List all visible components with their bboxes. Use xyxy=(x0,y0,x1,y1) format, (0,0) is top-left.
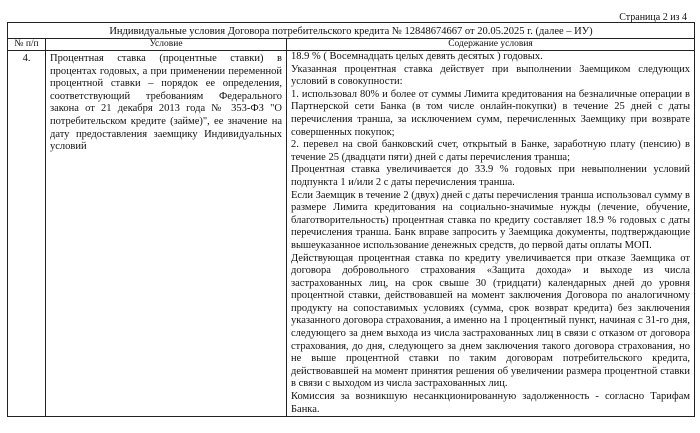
social-needs-note: Если Заемщик в течение 2 (двух) дней с даты перечисления транша использовал сумму в размере Лимита кредитования на социально-значимые нужды (лечение, обучение, благотворительность) процентная ставка по кредиту составляет 18.9 % годовых с даты перечисления транша. Банк вправе запросить у Заемщика документы, подтверждающие вышеуказанное использование денежных средств, до первой даты оплаты МОП. xyxy=(291,189,691,251)
condition-1: 1. использовал 80% и более от суммы Лимита кредитования на безналичные операции в Партнерской сети Банка (в том числе онлайн-покупки) в течение 25 дней с даты перечисления транша, за исключением сумм, перечисленных Заемщику при возврате совершенных покупок; xyxy=(291,88,691,138)
condition-text: Процентная ставка (процентные ставки) в процентах годовых, а при применении переменной процентной ставки – порядок ее определения, соответствующий требованиям Федерального закона от 21 декабря 2013 года № 353-ФЗ "О потребительском кредите (займе)", ее значение на дату предоставления заемщику Индивидуальных условий xyxy=(46,51,287,417)
page-number: Страница 2 из 4 xyxy=(619,12,687,23)
document-title: Индивидуальные условия Договора потребительского кредита № 12848674667 от 20.05.2025 г. (далее – ИУ) xyxy=(8,23,695,39)
row-number: 4. xyxy=(8,51,46,417)
rate-conditions-intro: Указанная процентная ставка действует при выполнении Заемщиком следующих условий в совокупности: xyxy=(291,63,691,88)
table-title-row xyxy=(8,23,695,39)
rate-value: 18.9 % ( Восемнадцать целых девять десятых ) годовых. xyxy=(291,51,543,62)
credit-terms-table xyxy=(7,22,695,417)
condition-2: 2. перевел на свой банковский счет, открытый в Банке, заработную плату (пенсию) в течение 25 (двадцати пяти) дней с даты перечисления транша; xyxy=(291,139,691,163)
content-cell xyxy=(287,51,695,417)
header-condition: Условие xyxy=(46,39,287,51)
commission-note: Комиссия за возникшую несанкционированную задолженность - согласно Тарифам Банка. xyxy=(291,391,691,415)
header-num: № п/п xyxy=(8,39,46,51)
header-content: Содержание условия xyxy=(287,39,695,51)
table-row xyxy=(8,51,695,417)
table-header-row xyxy=(8,39,695,51)
insurance-note: Действующая процентная ставка по кредиту увеличивается при отказе Заемщика от договора добровольного страхования «Защита дохода» и выходе из числа застрахованных лиц, на срок свыше 30 (тридцати) календарных дней до уровня процентной ставки, действовавшей на момент заключения Договора по аналогичному продукту на сопоставимых условиях (сумма, срок возврат кредита) без заключения указанного договора страхования, а именно на 1 процентный пункт, начиная с 31-го дня, следующего за днем выхода из числа застрахованных лиц в связи с отказом от договора страхования, до дня, следующего за днем заключения такого договора страхования, но не выше процентной ставки по таким договорам потребительского кредита, действовавшей на момент принятия решения об увеличении размера процентной ставки в связи с выходом из числа застрахованных лиц. xyxy=(291,252,691,390)
rate-increase-note: Процентная ставка увеличивается до 33.9 % годовых при невыполнении условий подпункта 1 и/или 2 с даты перечисления транша. xyxy=(291,164,691,188)
